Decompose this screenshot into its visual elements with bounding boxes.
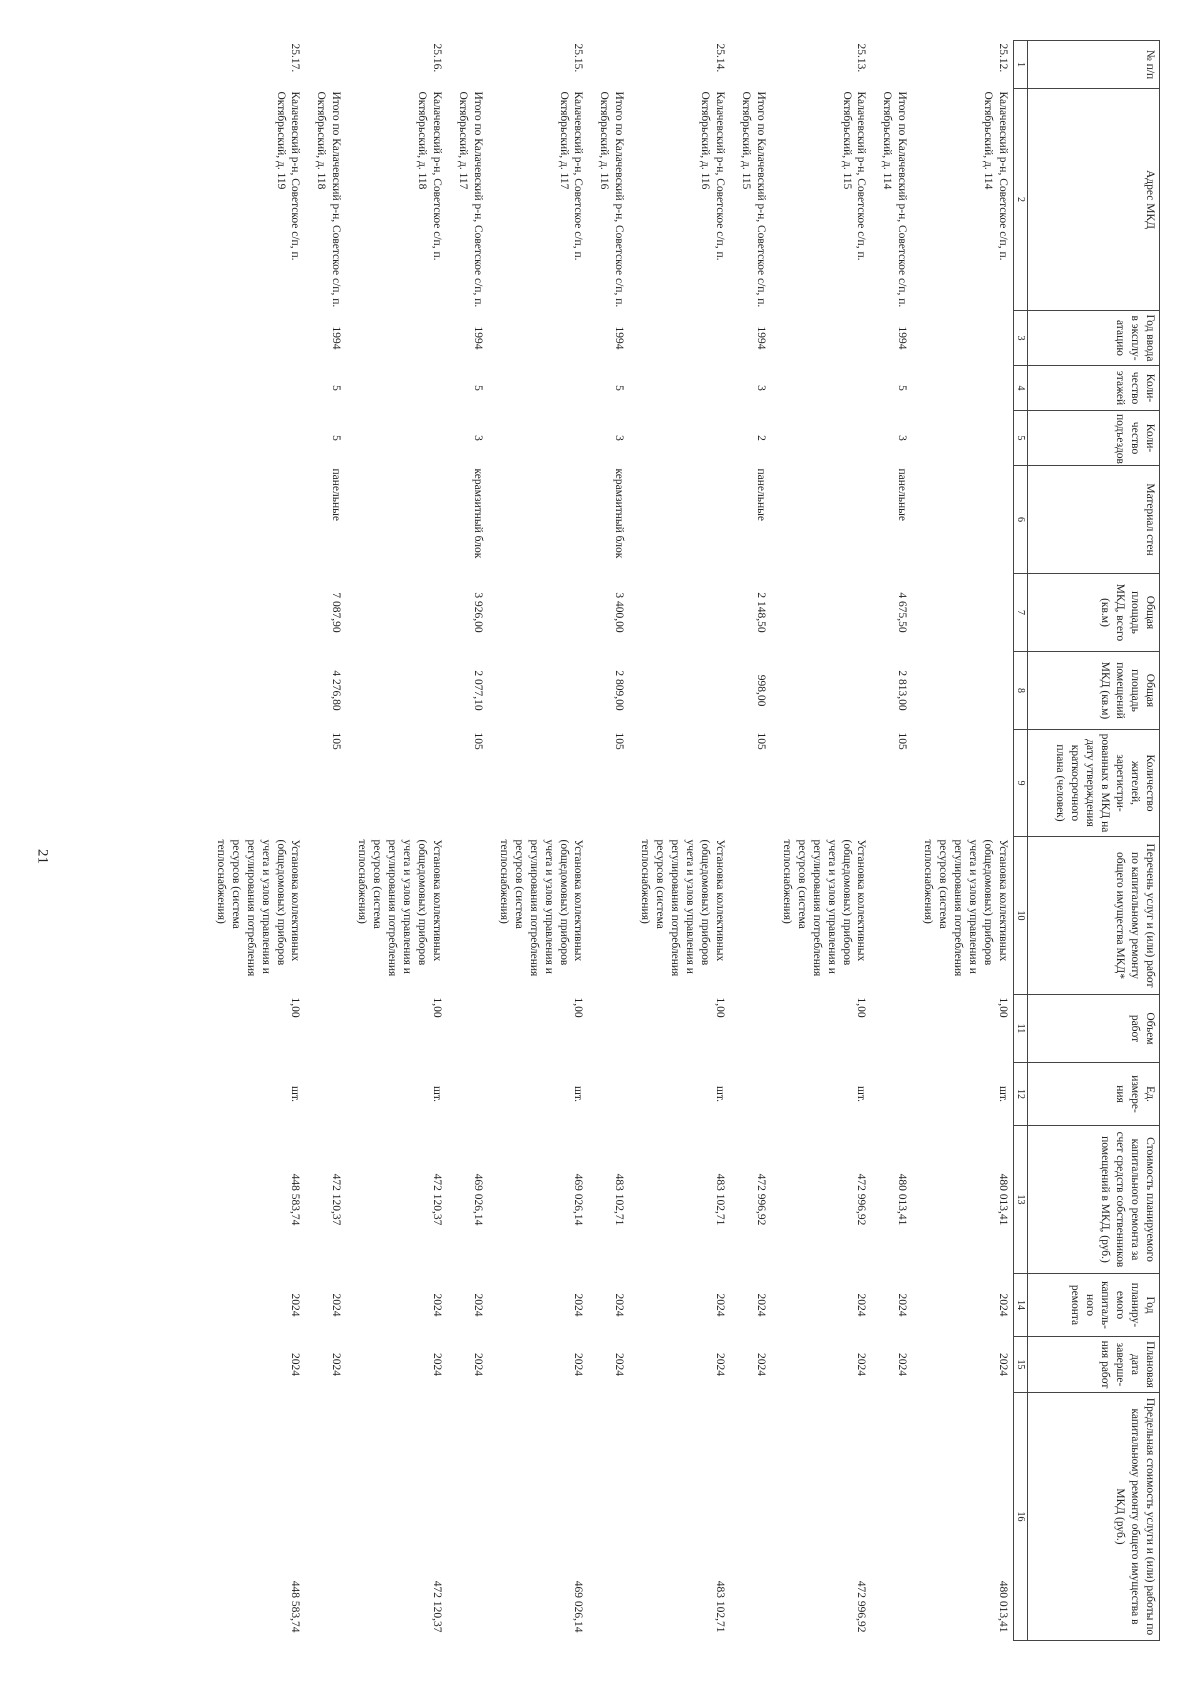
column-header: № п/п	[1028, 41, 1160, 89]
cell-num	[447, 41, 488, 89]
cell-address: Калачевский р-н, Советское с/п, п. Октябрьский, д. 115	[840, 91, 868, 261]
cell-cost: 483 102,71	[714, 1173, 726, 1226]
column-number: 6	[1014, 466, 1028, 574]
cell-end-date: 2024	[896, 1353, 909, 1376]
cell-area-premises: 2 077,10	[471, 670, 484, 711]
cell-residents	[771, 730, 872, 837]
cell-limit-cost: 480 013,41	[997, 1580, 1009, 1633]
cell-material	[912, 466, 1013, 574]
column-number: 15	[1014, 1337, 1028, 1393]
table-row	[912, 41, 1013, 1641]
cell-material: керамзитный блок	[471, 468, 484, 559]
cell-residents: 105	[754, 732, 767, 750]
column-header: Общая площадь МКД, всего (кв.м)	[1028, 574, 1160, 652]
cell-floors: 5	[896, 385, 909, 391]
table-row	[205, 41, 306, 1641]
cell-work	[730, 837, 771, 995]
cell-residents: 105	[471, 732, 484, 750]
cell-limit-cost: 483 102,71	[714, 1580, 726, 1633]
cell-volume: 1,00	[997, 997, 1009, 1018]
cell-floors: 5	[471, 385, 484, 391]
cell-area-total: 3 400,00	[613, 592, 626, 633]
column-header: Материал стен	[1028, 466, 1160, 574]
cell-year: 1994	[471, 326, 484, 350]
cell-address: Итого по Калачевский р-н, Советское с/п, п. Октябрьский, д. 115	[739, 91, 767, 308]
cell-num: 25.16.	[431, 43, 443, 73]
capital-repair-table	[205, 40, 1160, 1641]
cell-address: Итого по Калачевский р-н, Советское с/п, п. Октябрьский, д. 114	[881, 91, 909, 308]
cell-year	[205, 311, 306, 366]
cell-unit: шт.	[572, 1086, 585, 1102]
cell-residents	[205, 730, 306, 837]
cell-unit	[730, 1063, 771, 1126]
cell-num: 25.15.	[572, 43, 585, 73]
cell-address: Итого по Калачевский р-н, Советское с/п, п. Октябрьский, д. 116	[598, 91, 626, 308]
cell-end-date: 2024	[613, 1353, 626, 1376]
cell-entrances	[629, 411, 730, 466]
cell-material	[205, 466, 306, 574]
cell-end-date: 2024	[431, 1353, 443, 1376]
cell-floors	[346, 366, 447, 411]
column-number: 4	[1014, 366, 1028, 411]
cell-end-date: 2024	[754, 1353, 767, 1376]
total-row	[872, 41, 913, 1641]
cell-address: Итого по Калачевский р-н, Советское с/п, п. Октябрьский, д. 118	[315, 91, 343, 308]
column-number: 3	[1014, 311, 1028, 366]
column-number: 11	[1014, 995, 1028, 1063]
cell-material: панельные	[330, 468, 343, 521]
cell-area-total: 2 148,50	[754, 592, 767, 633]
cell-residents	[912, 730, 1013, 837]
cell-num	[872, 41, 913, 89]
cell-address: Калачевский р-н, Советское с/п, п. Октябрьский, д. 114	[982, 91, 1009, 261]
cell-volume	[447, 995, 488, 1063]
cell-cost: 472 120,37	[330, 1173, 343, 1226]
cell-cost: 472 996,92	[855, 1173, 868, 1226]
cell-address: Итого по Калачевский р-н, Советское с/п, п. Октябрьский, д. 117	[456, 91, 484, 308]
cell-limit-cost: 469 026,14	[572, 1580, 585, 1633]
cell-unit: шт.	[714, 1086, 726, 1102]
cell-area-premises: 2 809,00	[613, 670, 626, 711]
column-number: 14	[1014, 1274, 1028, 1337]
cell-floors: 5	[330, 385, 343, 391]
column-number: 13	[1014, 1126, 1028, 1274]
cell-work: Установка коллективных (общедомовых) приборов учета и узлов управления и регулирования потребления ресурсов (система теплоснабжения)	[780, 839, 868, 977]
cell-entrances	[912, 411, 1013, 466]
column-number: 8	[1014, 652, 1028, 730]
cell-residents: 105	[896, 732, 909, 750]
column-header: Год планиру- емого капиталь- ного ремонта	[1028, 1274, 1160, 1337]
cell-area-premises: 4 276,80	[330, 670, 343, 711]
cell-volume	[872, 995, 913, 1063]
cell-limit-cost	[447, 1393, 488, 1641]
cell-unit: шт.	[431, 1086, 443, 1102]
cell-area-premises	[771, 652, 872, 730]
cell-area-premises	[629, 652, 730, 730]
cell-num: 25.14.	[714, 43, 726, 73]
cell-unit: шт.	[289, 1086, 302, 1102]
cell-num	[589, 41, 630, 89]
cell-area-premises	[488, 652, 589, 730]
cell-material	[629, 466, 730, 574]
cell-cost: 472 120,37	[431, 1173, 443, 1226]
cell-year	[629, 311, 730, 366]
column-header: Коли- чество этажей	[1028, 366, 1160, 411]
column-header: Плановая дата заверше- ния работ	[1028, 1337, 1160, 1393]
cell-plan-year: 2024	[754, 1293, 767, 1317]
cell-material: панельные	[896, 468, 909, 521]
cell-area-total	[205, 574, 306, 652]
cell-volume: 1,00	[289, 997, 302, 1018]
cell-floors	[205, 366, 306, 411]
cell-limit-cost: 472 120,37	[431, 1580, 443, 1633]
cell-area-total	[771, 574, 872, 652]
cell-end-date: 2024	[997, 1353, 1009, 1376]
column-number: 10	[1014, 837, 1028, 995]
table-row	[771, 41, 872, 1641]
column-header: Перечень услуг и (или) работ по капитальному ремонту общего имущества МКД*	[1028, 837, 1160, 995]
cell-volume	[730, 995, 771, 1063]
cell-plan-year: 2024	[289, 1293, 302, 1317]
cell-unit	[872, 1063, 913, 1126]
cell-residents	[346, 730, 447, 837]
cell-unit: шт.	[855, 1086, 868, 1102]
column-header: Количество жителей, зарегистри- рованных в МКД на дату утверждения краткосрочного плана (человек)	[1028, 730, 1160, 837]
cell-year	[346, 311, 447, 366]
cell-residents	[629, 730, 730, 837]
total-row	[306, 41, 347, 1641]
cell-plan-year: 2024	[613, 1293, 626, 1317]
cell-limit-cost	[872, 1393, 913, 1641]
cell-end-date: 2024	[572, 1353, 585, 1376]
cell-area-premises	[912, 652, 1013, 730]
cell-volume: 1,00	[855, 997, 868, 1018]
cell-entrances: 3	[896, 435, 909, 441]
cell-entrances: 2	[754, 435, 767, 441]
cell-end-date: 2024	[330, 1353, 343, 1376]
cell-end-date: 2024	[471, 1353, 484, 1376]
cell-year	[771, 311, 872, 366]
cell-floors	[771, 366, 872, 411]
cell-cost: 469 026,14	[471, 1173, 484, 1226]
cell-floors	[912, 366, 1013, 411]
cell-year	[912, 311, 1013, 366]
cell-volume: 1,00	[714, 997, 726, 1018]
cell-cost: 469 026,14	[572, 1173, 585, 1226]
cell-year: 1994	[754, 326, 767, 350]
column-header: Год ввода в эксплу- атацию	[1028, 311, 1160, 366]
cell-floors: 5	[613, 385, 626, 391]
column-header: Общая площадь помещений МКД (кв.м)	[1028, 652, 1160, 730]
cell-plan-year: 2024	[997, 1293, 1009, 1317]
cell-num: 25.13.	[855, 43, 868, 73]
cell-cost: 483 102,71	[613, 1173, 626, 1226]
cell-cost: 472 996,92	[754, 1173, 767, 1226]
cell-end-date: 2024	[289, 1353, 302, 1376]
cell-plan-year: 2024	[330, 1293, 343, 1317]
cell-entrances: 3	[471, 435, 484, 441]
cell-work	[872, 837, 913, 995]
cell-work: Установка коллективных (общедомовых) приборов учета и узлов управления и регулирования потребления ресурсов (система теплоснабжения)	[214, 839, 302, 977]
cell-area-total	[629, 574, 730, 652]
cell-volume: 1,00	[572, 997, 585, 1018]
column-header: Объем работ	[1028, 995, 1160, 1063]
table-row	[488, 41, 589, 1641]
total-row	[730, 41, 771, 1641]
cell-volume: 1,00	[431, 997, 443, 1018]
cell-work	[306, 837, 347, 995]
column-number: 1	[1014, 41, 1028, 89]
cell-floors: 3	[754, 385, 767, 391]
cell-cost: 480 013,41	[997, 1173, 1009, 1226]
cell-year: 1994	[613, 326, 626, 350]
cell-year: 1994	[330, 326, 343, 350]
cell-entrances: 5	[330, 435, 343, 441]
cell-year: 1994	[896, 326, 909, 350]
column-number: 9	[1014, 730, 1028, 837]
column-header: Стоимость планируемого капитального ремонта за счет средств собственников помещений в МКД, (руб.)	[1028, 1126, 1160, 1274]
cell-material	[771, 466, 872, 574]
cell-num	[306, 41, 347, 89]
column-number: 7	[1014, 574, 1028, 652]
cell-address: Калачевский р-н, Советское с/п, п. Октябрьский, д. 116	[699, 91, 726, 261]
table-row	[346, 41, 447, 1641]
cell-area-total	[346, 574, 447, 652]
rotated-page	[50, 40, 1160, 1640]
cell-plan-year: 2024	[572, 1293, 585, 1317]
cell-unit	[306, 1063, 347, 1126]
cell-area-premises: 2 813,00	[896, 670, 909, 711]
cell-limit-cost	[730, 1393, 771, 1641]
cell-end-date: 2024	[855, 1353, 868, 1376]
cell-entrances	[346, 411, 447, 466]
cell-material	[346, 466, 447, 574]
cell-area-total	[912, 574, 1013, 652]
cell-limit-cost	[589, 1393, 630, 1641]
column-header: Адрес МКД	[1028, 89, 1160, 311]
cell-residents: 105	[330, 732, 343, 750]
cell-unit: шт.	[997, 1086, 1009, 1102]
cell-entrances	[771, 411, 872, 466]
cell-plan-year: 2024	[714, 1293, 726, 1317]
cell-area-premises	[346, 652, 447, 730]
cell-material: панельные	[754, 468, 767, 521]
cell-limit-cost	[306, 1393, 347, 1641]
cell-volume	[306, 995, 347, 1063]
column-header: Коли- чество подъездов	[1028, 411, 1160, 466]
cell-cost: 448 583,74	[289, 1173, 302, 1226]
cell-unit	[447, 1063, 488, 1126]
page-number: 21	[34, 849, 51, 864]
cell-end-date: 2024	[714, 1353, 726, 1376]
table-row	[629, 41, 730, 1641]
cell-work: Установка коллективных (общедомовых) приборов учета и узлов управления и регулирования потребления ресурсов (система теплоснабжения)	[497, 839, 585, 977]
cell-work: Установка коллективных (общедомовых) приборов учета и узлов управления и регулирования потребления ресурсов (система теплоснабжения)	[356, 839, 443, 977]
column-number: 2	[1014, 89, 1028, 311]
column-header: Ед. измере- ния	[1028, 1063, 1160, 1126]
cell-plan-year: 2024	[855, 1293, 868, 1317]
cell-area-premises: 998,00	[754, 674, 767, 707]
cell-limit-cost: 448 583,74	[289, 1580, 302, 1633]
cell-area-total	[488, 574, 589, 652]
cell-num: 25.17.	[289, 43, 302, 73]
cell-address: Калачевский р-н, Советское с/п, п. Октябрьский, д. 118	[416, 91, 443, 261]
cell-area-total: 4 675,50	[896, 592, 909, 633]
cell-plan-year: 2024	[471, 1293, 484, 1317]
cell-floors	[629, 366, 730, 411]
cell-floors	[488, 366, 589, 411]
cell-work	[447, 837, 488, 995]
cell-material: керамзитный блок	[613, 468, 626, 559]
cell-entrances: 3	[613, 435, 626, 441]
cell-volume	[589, 995, 630, 1063]
column-header: Предельная стоимость услуги и (или) работы по капитальному ремонту общего имущества в МКД (руб.)	[1028, 1393, 1160, 1641]
cell-area-total: 7 087,90	[330, 592, 343, 633]
cell-address: Калачевский р-н, Советское с/п, п. Октябрьский, д. 119	[274, 91, 302, 261]
cell-num	[730, 41, 771, 89]
cell-plan-year: 2024	[896, 1293, 909, 1317]
cell-area-total: 3 926,00	[471, 592, 484, 633]
cell-limit-cost: 472 996,92	[855, 1580, 868, 1633]
cell-year	[488, 311, 589, 366]
cell-residents	[488, 730, 589, 837]
cell-address: Калачевский р-н, Советское с/п, п. Октябрьский, д. 117	[557, 91, 585, 261]
cell-entrances	[488, 411, 589, 466]
total-row	[447, 41, 488, 1641]
cell-material	[488, 466, 589, 574]
cell-work: Установка коллективных (общедомовых) приборов учета и узлов управления и регулирования потребления ресурсов (система теплоснабжения)	[639, 839, 726, 977]
cell-plan-year: 2024	[431, 1293, 443, 1317]
cell-work	[589, 837, 630, 995]
total-row	[589, 41, 630, 1641]
column-number: 5	[1014, 411, 1028, 466]
column-number: 16	[1014, 1393, 1028, 1641]
cell-num: 25.12.	[997, 43, 1009, 73]
cell-work: Установка коллективных (общедомовых) приборов учета и узлов управления и регулирования потребления ресурсов (система теплоснабжения)	[922, 839, 1009, 977]
cell-area-premises	[205, 652, 306, 730]
cell-unit	[589, 1063, 630, 1126]
cell-cost: 480 013,41	[896, 1173, 909, 1226]
column-number: 12	[1014, 1063, 1028, 1126]
cell-entrances	[205, 411, 306, 466]
cell-residents: 105	[613, 732, 626, 750]
